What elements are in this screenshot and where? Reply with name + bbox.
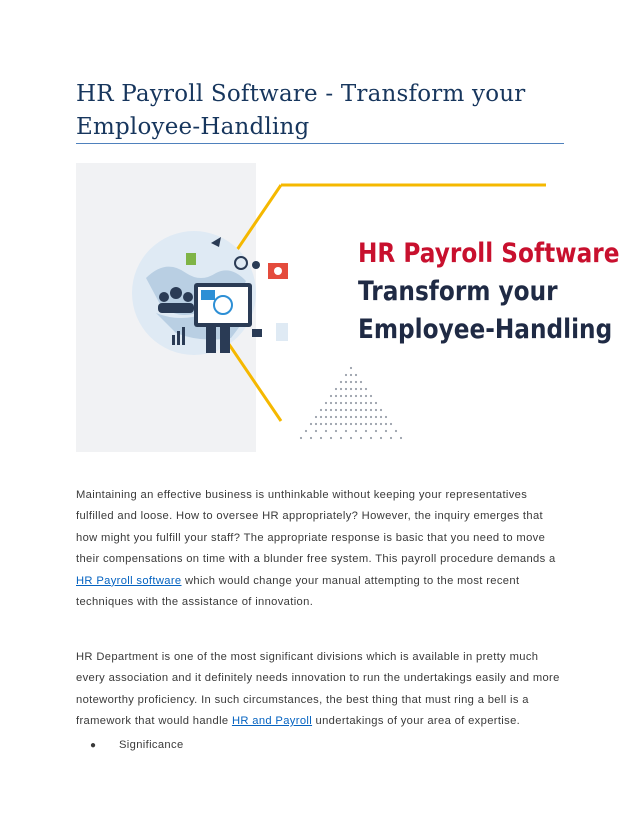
paragraph-text: undertakings of your area of expertise. xyxy=(312,715,521,728)
title-underline xyxy=(76,143,564,144)
page-title: HR Payroll Software - Transform your Employee-Handling xyxy=(76,81,526,140)
hr-payroll-software-link[interactable]: HR Payroll software xyxy=(76,574,182,587)
paragraph-text: HR Department is one of the most significant divisions which is available in pretty much every association and it definitely needs innovation to run the undertakings easily and more noteworthy proficiency. In such circumstances, the best thing that must ring a bell is a framework that would handle xyxy=(76,651,560,728)
intro-paragraph xyxy=(76,485,566,613)
paragraph-text: which would change your manual attempting to the most recent techniques with the assistance of innovation. xyxy=(76,574,520,609)
paragraph-text: Maintaining an effective business is unthinkable without keeping your representatives fulfilled and loose. How to oversee HR appropriately? However, the inquiry emerges that how might you fulfill your staff? The appropriate response is basic that you need to move their compensations on time with a blunder free system. This payroll procedure demands a xyxy=(76,489,556,566)
list-item-label: Significance xyxy=(119,739,184,751)
banner-line-3: Employee-Handling xyxy=(358,314,613,345)
hr-department-paragraph xyxy=(76,647,566,733)
banner-line-2: Transform your xyxy=(358,276,558,307)
hr-and-payroll-link[interactable]: HR and Payroll xyxy=(231,715,313,728)
banner-line-1: HR Payroll Software xyxy=(358,238,620,269)
list-item xyxy=(90,735,184,756)
banner-heading xyxy=(358,235,619,349)
bullet-icon: ● xyxy=(90,740,97,751)
hero-banner-image xyxy=(76,163,620,452)
